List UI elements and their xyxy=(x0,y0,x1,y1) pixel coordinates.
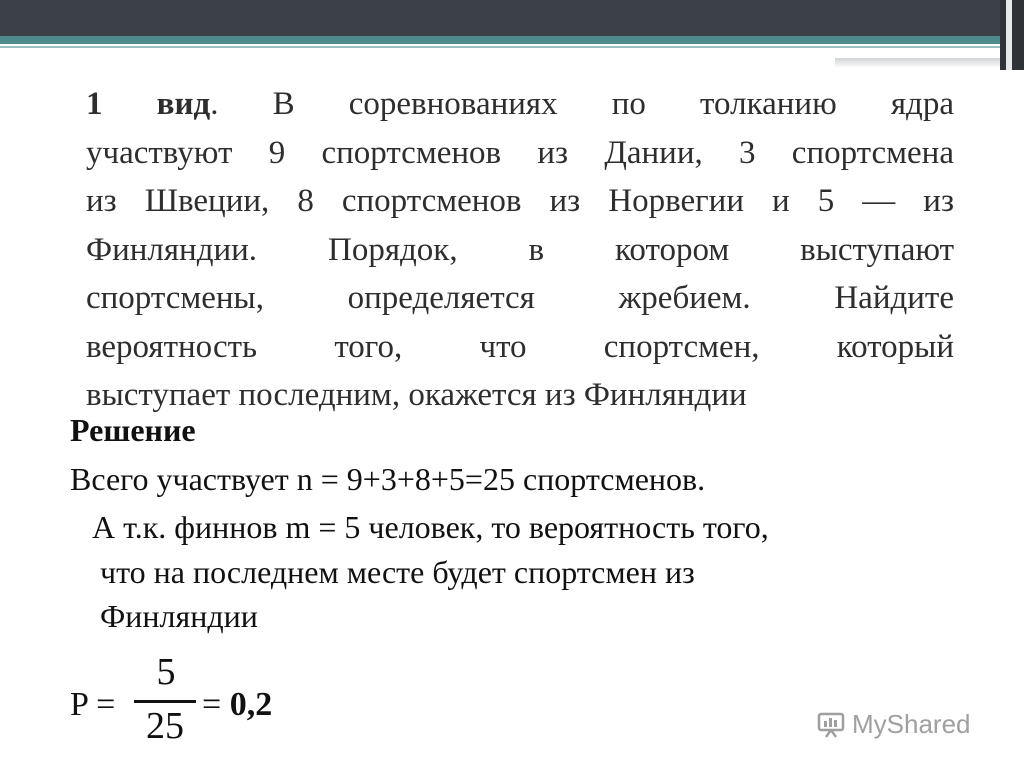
solution-line-2: А т.к. финнов m = 5 человек, то вероятность того, xyxy=(92,509,769,545)
header-bar xyxy=(0,0,1024,36)
formula-result xyxy=(202,686,272,724)
slideshow-icon xyxy=(816,709,846,739)
problem-statement xyxy=(86,80,954,420)
solution-line-1: Всего участвует n = 9+3+8+5=25 спортсменов. xyxy=(70,461,706,497)
problem-line-6: вероятность того, что спортсмен, который xyxy=(86,328,954,365)
accent-bar xyxy=(0,36,1000,44)
problem-text-1: . В соревнованиях по толканию ядра xyxy=(210,86,954,122)
corner-stripe xyxy=(1000,0,1024,70)
accent-line xyxy=(0,46,1000,48)
fraction-numerator: 5 xyxy=(156,651,176,693)
fraction-denominator: 25 xyxy=(146,705,184,747)
solution-line-3: что на последнем месте будет спортсмен из xyxy=(100,554,695,590)
result-value: 0,2 xyxy=(229,686,273,723)
watermark-text: MyShared xyxy=(852,708,971,739)
watermark xyxy=(816,706,971,742)
solution-line-4: Финляндии xyxy=(100,598,258,634)
problem-line-7: выступает последним, окажется из Финляндии xyxy=(86,377,747,413)
probability-formula xyxy=(70,650,370,750)
problem-line-4: Финляндии. Порядок, в котором выступают xyxy=(86,231,954,268)
fraction-bar xyxy=(134,700,196,703)
solution-title: Решение xyxy=(70,412,196,448)
formula-label: P = xyxy=(70,686,116,723)
problem-line-2: участвуют 9 спортсменов из Дании, 3 спортсмена xyxy=(86,134,954,171)
decor-shadow xyxy=(835,58,1000,68)
problem-lead: 1 вид xyxy=(86,86,211,122)
equals-sign: = xyxy=(202,686,222,723)
problem-line-1 xyxy=(86,80,954,129)
corner-stripe-light xyxy=(1006,0,1012,70)
problem-line-3: из Швеции, 8 спортсменов из Норвегии и 5 — из xyxy=(86,183,954,219)
problem-line-5: спортсмены, определяется жребием. Найдите xyxy=(86,280,954,316)
